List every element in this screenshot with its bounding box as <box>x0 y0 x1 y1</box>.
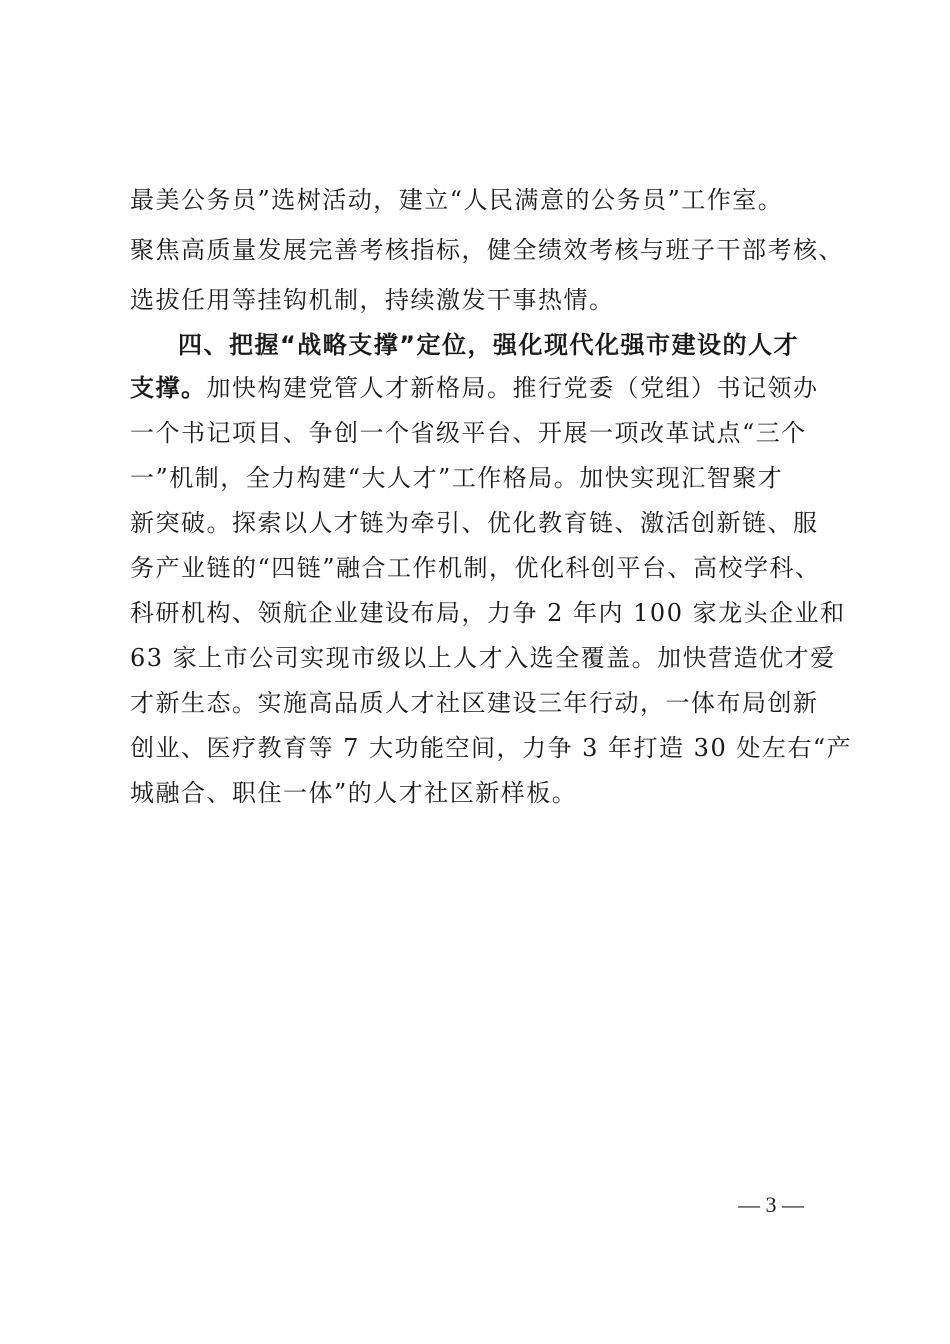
paragraph-line: 一个书记项目、争创一个省级平台、开展一项改革试点“三个 <box>130 419 807 447</box>
paragraph-line: 选拔任用等挂钩机制，持续激发干事热情。 <box>130 286 615 314</box>
paragraph-text: 加快构建党管人才新格局。推行党委（党组）书记领办 <box>206 374 819 402</box>
paragraph-line: 一”机制，全力构建“大人才”工作格局。加快实现汇智聚才 <box>130 464 784 492</box>
page-number: — 3 — <box>738 1192 804 1217</box>
paragraph-line: 新突破。探索以人才链为牵引、优化教育链、激活创新链、服 <box>130 509 819 537</box>
paragraph-line: 63 家上市公司实现市级以上人才入选全覆盖。加快营造优才爱 <box>130 644 836 672</box>
section-heading: 四、把握“战略支撑”定位，强化现代化强市建设的人才 <box>178 331 800 359</box>
paragraph-line: 最美公务员”选树活动，建立“人民满意的公务员”工作室。 <box>130 186 784 214</box>
paragraph-line: 聚焦高质量发展完善考核指标，健全绩效考核与班子干部考核、 <box>130 236 844 264</box>
paragraph-line <box>130 373 830 403</box>
paragraph-line: 创业、医疗教育等 7 大功能空间，力争 3 年打造 30 处左右“产 <box>130 734 853 762</box>
section-heading-end: 支撑。 <box>130 374 207 402</box>
paragraph-line: 城融合、职住一体”的人才社区新样板。 <box>130 779 578 807</box>
paragraph-line: 才新生态。实施高品质人才社区建设三年行动，一体布局创新 <box>130 689 819 717</box>
paragraph-line: 务产业链的“四链”融合工作机制，优化科创平台、高校学科、 <box>130 554 821 582</box>
paragraph-line: 科研机构、领航企业建设布局，力争 2 年内 100 家龙头企业和 <box>130 599 846 627</box>
